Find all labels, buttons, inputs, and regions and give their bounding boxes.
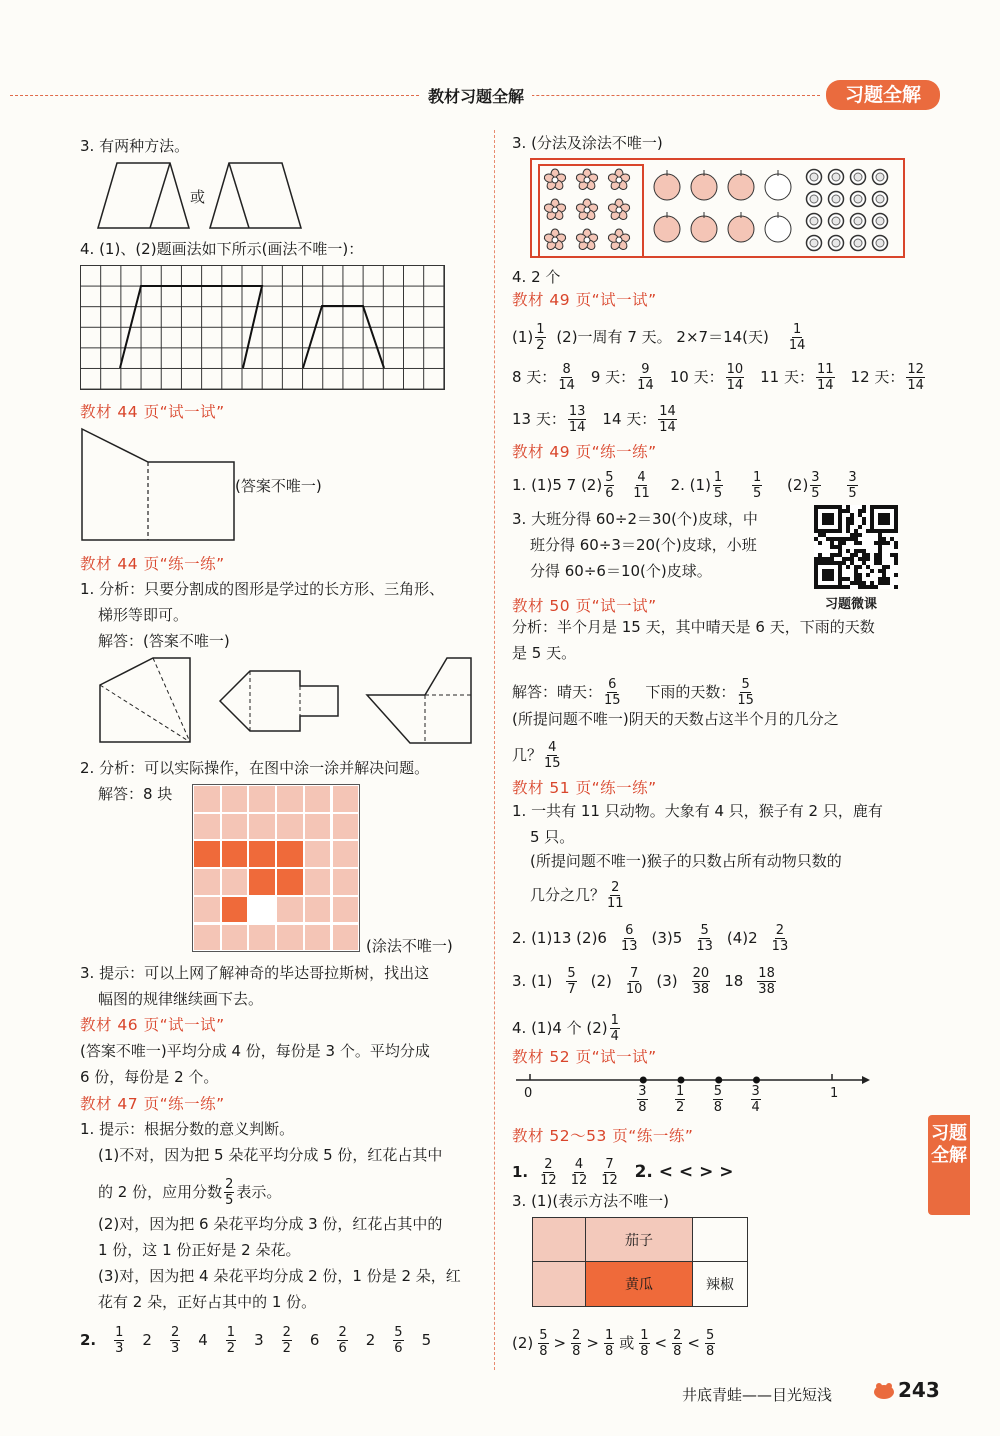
- ball-icon: [849, 234, 867, 252]
- r4-text: 4. 2 个: [512, 268, 561, 286]
- grid-cell: [221, 924, 249, 952]
- flower-divider: [538, 164, 644, 258]
- ball-icon: [827, 168, 845, 186]
- qr-module: [886, 541, 890, 545]
- qr-caption: 习题微课: [825, 597, 878, 612]
- grid-cell: [304, 868, 332, 896]
- fraction: $\frac{10}{14}$: [726, 362, 744, 393]
- days-row-1: [512, 362, 941, 393]
- seq-fraction: [391, 1325, 405, 1356]
- seq-fraction: [703, 1328, 717, 1359]
- seq-fraction: [619, 923, 640, 954]
- grid-cell: [304, 785, 332, 813]
- seq-fraction: [770, 923, 791, 954]
- seq-text: 2: [365, 1331, 376, 1349]
- fraction: $\frac{7}{12}$: [601, 1157, 618, 1188]
- fraction: $\frac{1}{2}$: [226, 1325, 236, 1356]
- grid-cell: [304, 840, 332, 868]
- grid-cell: [276, 868, 304, 896]
- seq-fraction: [637, 1328, 651, 1359]
- ineq-line: (2) $\frac{5}{8}$ > $\frac{2}{8}$ > $\frac{1}{8}$ 或 $\frac{1}{8}$ < $\frac{2}{8}$ < $\frac{5}{8}$: [512, 1328, 717, 1359]
- fraction: $\frac{1}{5}$: [713, 470, 723, 501]
- ball-icon: [871, 234, 889, 252]
- grid-cell: [221, 785, 249, 813]
- fraction: $\frac{5}{15}$: [737, 677, 754, 708]
- numline-point: [640, 1077, 647, 1084]
- day-fraction: 13 天： $\frac{13}{14}$: [512, 404, 586, 435]
- c1-line2: 5 只。: [530, 828, 575, 846]
- section-51-practice: 教材 51 页“练一练”: [512, 779, 657, 797]
- b3-line3: 分得 60÷6＝10(个)皮球。: [530, 562, 712, 580]
- section-46-try: 教材 46 页“试一试”: [80, 1016, 225, 1034]
- numline-zero: 0: [524, 1086, 533, 1101]
- p3-line1: 3. 提示：可以上网了解神奇的毕达哥拉斯树，找出这: [80, 964, 430, 982]
- seq-fraction: [602, 1328, 616, 1359]
- p2-note: (涂法不唯一): [366, 937, 453, 955]
- grid-cell: [221, 868, 249, 896]
- seq-text: 5: [421, 1331, 432, 1349]
- q3-text: 3. 有两种方法。: [80, 137, 190, 155]
- qr-module: [894, 573, 898, 577]
- section-52-try: 教材 52 页“试一试”: [512, 1048, 657, 1066]
- section-44-try: 教材 44 页“试一试”: [80, 403, 225, 421]
- apple-icon: [689, 168, 719, 202]
- ball-icon: [827, 234, 845, 252]
- fraction: $\frac{12}{14}$: [907, 362, 924, 393]
- grid-cell: [221, 813, 249, 841]
- qr-module: [858, 525, 862, 529]
- grid-cell: [276, 924, 304, 952]
- grid-cell: [304, 813, 332, 841]
- e1-line4: (2)对，因为把 6 朵花平均分成 3 份，红花占其中的: [98, 1215, 443, 1233]
- fraction: $\frac{4}{15}$: [544, 740, 561, 771]
- seq-text: >: [553, 1334, 567, 1352]
- ball-icon: [805, 190, 823, 208]
- fraction: $\frac{2}{2}$: [282, 1325, 291, 1356]
- days-row-2: [512, 404, 693, 435]
- grid-cell: [193, 785, 221, 813]
- c3-line: 3. (1) $\frac{5}{7}$ (2) $\frac{7}{10}$ (3) $\frac{20}{38}$ 18 $\frac{18}{38}$: [512, 966, 778, 997]
- qr-module: [862, 509, 866, 513]
- ball-icon: [871, 212, 889, 230]
- grid-cell: [332, 924, 360, 952]
- grid-cell: [332, 840, 360, 868]
- r49-line1: (1) $\frac{1}{2}$ (2)一周有 7 天。 2×7＝14(天) $\frac{1}{14}$: [512, 322, 806, 353]
- fraction: $\frac{2}{6}$: [338, 1325, 347, 1356]
- r3-text: 3. (分法及涂法不唯一): [512, 134, 663, 152]
- qr-module: [874, 585, 878, 589]
- e1-line1: 1. 提示：根据分数的意义判断。: [80, 1120, 295, 1138]
- section-52-53-practice: 教材 52～53 页“练一练”: [512, 1127, 694, 1145]
- p1-line2: 梯形等即可。: [98, 606, 189, 624]
- grid-cell: [304, 924, 332, 952]
- qr-module: [838, 529, 842, 533]
- numline-point: [753, 1077, 760, 1084]
- apple-icon: [652, 210, 682, 244]
- fraction: $\frac{4}{11}$: [633, 470, 650, 501]
- seq-text: <: [654, 1334, 668, 1352]
- section-49-try: 教材 49 页“试一试”: [512, 291, 657, 309]
- grid-cell: [276, 785, 304, 813]
- p2-line1: 2. 分析：可以实际操作，在图中涂一涂并解决问题。: [80, 759, 430, 777]
- fraction: $\frac{9}{14}$: [637, 362, 654, 393]
- qr-module: [886, 565, 890, 569]
- day-fraction: 11 天： $\frac{11}{14}$: [760, 362, 834, 393]
- day-fraction: 14 天： $\frac{14}{14}$: [602, 404, 676, 435]
- grid-cell: [248, 840, 276, 868]
- qr-module: [866, 557, 870, 561]
- c2-line: 2. (1)13 (2)6 $\frac{6}{13}$ (3)5 $\frac{5}{13}$ (4)2 $\frac{2}{13}$: [512, 923, 789, 954]
- frog-icon: [872, 1380, 896, 1400]
- seq-text: >: [586, 1334, 599, 1352]
- numline-label: [635, 1084, 649, 1115]
- seq-fraction: [536, 1328, 550, 1359]
- ineq-items: [533, 1328, 717, 1359]
- qr-module: [894, 561, 898, 565]
- number-line: [512, 1070, 872, 1120]
- fraction: $\frac{5}{8}$: [713, 1084, 723, 1115]
- fraction: $\frac{1}{8}$: [640, 1328, 649, 1359]
- cell-pepper: 辣椒: [692, 1261, 748, 1307]
- fraction: $\frac{1}{14}$: [788, 322, 806, 353]
- fraction: $\frac{6}{15}$: [604, 677, 621, 708]
- ball-icon: [849, 168, 867, 186]
- grid-cell: [276, 813, 304, 841]
- fraction: $\frac{13}{14}$: [568, 404, 586, 435]
- d1-line: 1. $\frac{2}{12}$ $\frac{4}{12}$ $\frac{7}{12}$ 2. < < > >: [512, 1157, 734, 1188]
- e1-line5: 1 份，这 1 份正好是 2 朵花。: [98, 1241, 301, 1259]
- section-44-practice: 教材 44 页“练一练”: [80, 555, 225, 573]
- seq-fraction: [670, 1328, 684, 1359]
- qr-module: [846, 585, 850, 589]
- fraction: $\frac{1}{3}$: [115, 1325, 124, 1356]
- p1-line1: 1. 分析：只要分割成的图形是学过的长方形、三角形、: [80, 580, 445, 598]
- fraction: $\frac{1}{2}$: [536, 322, 545, 353]
- a50-line3: 解答：晴天： $\frac{6}{15}$ 下雨的天数： $\frac{5}{15}$: [512, 677, 754, 708]
- ball-icon: [805, 234, 823, 252]
- fraction: $\frac{2}{8}$: [572, 1328, 581, 1359]
- fraction: $\frac{2}{5}$: [225, 1177, 234, 1208]
- qr-module: [894, 529, 898, 533]
- grid-cell: [248, 785, 276, 813]
- page-number: 243: [898, 1378, 940, 1402]
- apple-icon: [726, 210, 756, 244]
- veg-table: [532, 1217, 748, 1307]
- seq-fraction: [694, 923, 715, 954]
- qr-module: [886, 521, 890, 525]
- grid-cell: [248, 896, 276, 924]
- fraction: $\frac{3}{5}$: [811, 470, 820, 501]
- qr-module: [894, 585, 898, 589]
- ball-icon: [805, 212, 823, 230]
- fraction: $\frac{1}{2}$: [676, 1084, 685, 1115]
- qr-module: [858, 565, 862, 569]
- day-fraction: 8 天： $\frac{8}{14}$: [512, 362, 575, 393]
- grid-cell: [248, 813, 276, 841]
- grid-cell: [193, 840, 221, 868]
- q4-text: 4. (1)、(2)题画法如下所示(画法不唯一)：: [80, 240, 364, 258]
- grid-cell: [332, 785, 360, 813]
- a50-line1: 分析：半个月是 15 天，其中晴天是 6 天，下雨的天数: [512, 618, 875, 636]
- parallelograms-on-grid: [80, 265, 446, 391]
- c1-line1: 1. 一共有 11 只动物。大象有 4 只，猴子有 2 只，鹿有: [512, 802, 883, 820]
- ball-icon: [805, 168, 823, 186]
- shaded-grid: [192, 784, 360, 952]
- qr-module: [850, 521, 854, 525]
- fraction: $\frac{7}{10}$: [625, 966, 643, 997]
- c1-line4: 几分之几？ $\frac{2}{11}$: [530, 880, 624, 911]
- ball-icon: [849, 190, 867, 208]
- q3-or: 或: [190, 188, 206, 206]
- fraction: $\frac{14}{14}$: [659, 404, 676, 435]
- fraction: $\frac{2}{3}$: [170, 1325, 180, 1356]
- qr-module: [870, 569, 874, 573]
- e1-line2: (1)不对，因为把 5 朵花平均分成 5 份，红花占其中: [98, 1146, 443, 1164]
- l49-line: 1. (1)5 7 (2) $\frac{5}{6}$ $\frac{4}{11}$ 2. (1) $\frac{1}{5}$ $\frac{1}{5}$ (2) $\frac{3}{5}$ $\frac{3}{5}$: [512, 470, 857, 501]
- fraction: $\frac{4}{12}$: [570, 1157, 588, 1188]
- cell-eggplant: 茄子: [585, 1217, 693, 1262]
- header-rule: [10, 95, 820, 96]
- ball-icon: [849, 212, 867, 230]
- seq-text: (3): [656, 972, 678, 990]
- fraction: $\frac{8}{14}$: [558, 362, 575, 393]
- a50-line4: (所提问题不唯一)阴天的天数占这半个月的几分之: [512, 710, 839, 728]
- seq-text: 3: [254, 1331, 264, 1349]
- ball-icon: [871, 168, 889, 186]
- c4-line: 4. (1)4 个 (2) $\frac{1}{4}$: [512, 1013, 619, 1044]
- apple-icon: [652, 168, 682, 202]
- fraction: $\frac{5}{7}$: [567, 966, 576, 997]
- day-fraction: 9 天： $\frac{9}{14}$: [590, 362, 654, 393]
- header-title: 教材习题全解: [420, 84, 532, 107]
- split-shapes: [95, 655, 475, 747]
- fraction: $\frac{11}{14}$: [816, 362, 834, 393]
- section-50-try: 教材 50 页“试一试”: [512, 597, 657, 615]
- fraction: $\frac{18}{38}$: [758, 966, 775, 997]
- seq-fraction: [755, 966, 778, 997]
- grid-cell: [193, 868, 221, 896]
- fraction: $\frac{2}{11}$: [607, 880, 624, 911]
- e2-items: [96, 1325, 432, 1356]
- fraction: $\frac{2}{8}$: [673, 1328, 682, 1359]
- day-fraction: 12 天： $\frac{12}{14}$: [850, 362, 924, 393]
- qr-module: [886, 581, 890, 585]
- d3-line: 3. (1)(表示方法不唯一): [512, 1192, 670, 1210]
- qr-module: [830, 521, 834, 525]
- section-47-practice: 教材 47 页“练一练”: [80, 1095, 225, 1113]
- ball-icon: [871, 190, 889, 208]
- grid-cell: [193, 813, 221, 841]
- apple-icon: [763, 168, 793, 202]
- grid-cell: [332, 813, 360, 841]
- qr-module: [858, 541, 862, 545]
- seq-text: 2: [142, 1331, 152, 1349]
- e1-line6: (3)对，因为把 4 朵花平均分成 2 份，1 份是 2 朵，红: [98, 1267, 461, 1285]
- seq-fraction: [168, 1325, 182, 1356]
- fraction: $\frac{20}{38}$: [692, 966, 710, 997]
- seq-fraction: [224, 1325, 238, 1356]
- column-divider: [494, 130, 495, 1370]
- grid-cell: [276, 840, 304, 868]
- a50-line2: 是 5 天。: [512, 644, 577, 662]
- grid-cell: [276, 896, 304, 924]
- 46-line1: (答案不唯一)平均分成 4 份，每份是 3 个。平均分成: [80, 1042, 430, 1060]
- fraction: $\frac{2}{13}$: [771, 923, 789, 954]
- fraction: $\frac{2}{12}$: [540, 1157, 557, 1188]
- fraction: $\frac{1}{4}$: [610, 1013, 619, 1044]
- e1-line3: 的 2 份，应用分数 $\frac{2}{5}$ 表示。: [98, 1177, 282, 1208]
- seq-text: 4: [198, 1331, 208, 1349]
- grid-cell: [248, 924, 276, 952]
- seq-fraction: [538, 1157, 559, 1188]
- qr-module: [830, 577, 834, 581]
- seq-fraction: [280, 1325, 294, 1356]
- day-fraction: 10 天： $\frac{10}{14}$: [669, 362, 744, 393]
- numline-point: [678, 1077, 685, 1084]
- grid-cell: [193, 924, 221, 952]
- pentagon-figure: [80, 427, 240, 543]
- fraction: $\frac{5}{6}$: [605, 470, 614, 501]
- seq-text: (4)2: [726, 929, 758, 947]
- ball-icon: [827, 190, 845, 208]
- c1-line3: (所提问题不唯一)猴子的只数占所有动物只数的: [530, 852, 842, 870]
- seq-text: (2): [590, 972, 612, 990]
- seq-text: 18: [724, 972, 744, 990]
- seq-fraction: [335, 1325, 349, 1356]
- b3-line2: 班分得 60÷3＝20(个)皮球，小班: [530, 536, 757, 554]
- fraction: $\frac{5}{6}$: [394, 1325, 403, 1356]
- grid-cell: [221, 840, 249, 868]
- fraction: $\frac{5}{8}$: [705, 1328, 715, 1359]
- 46-line2: 6 份，每份是 2 个。: [80, 1068, 219, 1086]
- fraction: $\frac{1}{8}$: [604, 1328, 614, 1359]
- qr-module: [866, 573, 870, 577]
- seq-text: (3)5: [651, 929, 683, 947]
- qr-module: [842, 541, 846, 545]
- fraction: $\frac{6}{13}$: [620, 923, 638, 954]
- numline-label: [673, 1084, 687, 1115]
- numline-label: [749, 1084, 763, 1115]
- qr-module: [858, 533, 862, 537]
- grid-cell: [193, 896, 221, 924]
- qr-code-icon[interactable]: [814, 505, 898, 589]
- qr-module: [818, 541, 822, 545]
- d1-items: [528, 1157, 620, 1188]
- apple-icon: [726, 168, 756, 202]
- cell-cucumber: 黄瓜: [585, 1261, 693, 1307]
- fraction: $\frac{3}{5}$: [848, 470, 857, 501]
- a50-line5: 几？ $\frac{4}{15}$: [512, 740, 561, 771]
- p1-line3: 解答：(答案不唯一): [98, 632, 230, 650]
- apple-icon: [763, 210, 793, 244]
- grid-cell: [332, 896, 360, 924]
- fraction: $\frac{3}{4}$: [751, 1084, 760, 1115]
- side-tab: 习题全解: [928, 1115, 970, 1215]
- seq-fraction: [690, 966, 713, 997]
- p2-line2: 解答：8 块: [98, 785, 173, 803]
- ball-icon: [827, 212, 845, 230]
- footer-idiom: 井底青蛙——目光短浅: [682, 1386, 833, 1404]
- fraction: $\frac{3}{8}$: [638, 1084, 647, 1115]
- 44-try-note: (答案不唯一): [235, 477, 322, 495]
- seq-text: 6: [309, 1331, 320, 1349]
- p3-line2: 幅图的规律继续画下去。: [98, 990, 264, 1008]
- header-tab: 习题全解: [826, 80, 940, 110]
- seq-fraction: [624, 966, 645, 997]
- qr-module: [862, 521, 866, 525]
- numline-one: 1: [830, 1086, 839, 1101]
- seq-text: <: [687, 1334, 700, 1352]
- fraction: $\frac{1}{5}$: [752, 470, 762, 501]
- seq-text: 或: [619, 1334, 635, 1352]
- section-49-practice: 教材 49 页“练一练”: [512, 443, 657, 461]
- e1-line7: 花有 2 朵，正好占其中的 1 份。: [98, 1293, 317, 1311]
- numline-point: [715, 1077, 722, 1084]
- grid-cell: [332, 868, 360, 896]
- grid-cell: [248, 868, 276, 896]
- grid-cell: [304, 896, 332, 924]
- seq-fraction: [569, 1157, 590, 1188]
- qr-module: [894, 545, 898, 549]
- seq-fraction: [599, 1157, 620, 1188]
- apple-icon: [689, 210, 719, 244]
- fraction: $\frac{5}{13}$: [696, 923, 713, 954]
- qr-module: [846, 565, 850, 569]
- numline-label: [711, 1084, 725, 1115]
- seq-fraction: [569, 1328, 583, 1359]
- fraction: $\frac{5}{8}$: [539, 1328, 548, 1359]
- seq-fraction: [564, 966, 578, 997]
- e2-line: 2. $\frac{1}{3}$ 2 $\frac{2}{3}$ 4 $\frac{1}{2}$ 3 $\frac{2}{2}$ 6 $\frac{2}{6}$ 2 $\frac{5}{6}$ 5: [80, 1325, 432, 1356]
- grid-cell: [221, 896, 249, 924]
- seq-fraction: [112, 1325, 126, 1356]
- b3-line1: 3. 大班分得 60÷2＝30(个)皮球，中: [512, 510, 758, 528]
